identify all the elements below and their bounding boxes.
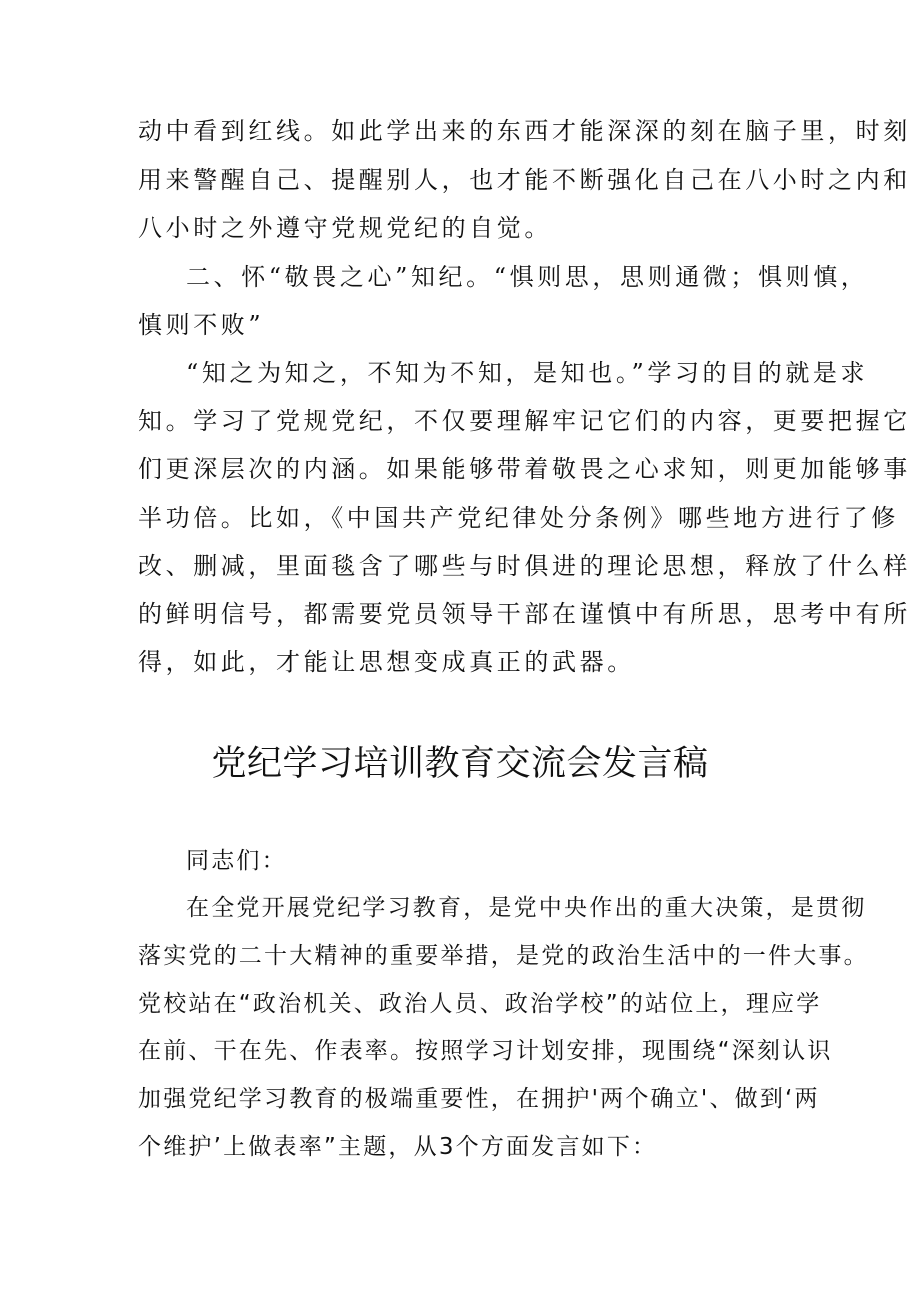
paragraph-line: “知之为知之，不知为不知，是知也。”学习的目的就是求: [186, 359, 869, 387]
paragraph-line: 八小时之外遵守党规党纪的自觉。: [138, 214, 552, 242]
paragraph-line: 在前、干在先、作表率。按照学习计划安排，现围绕“深刻认识: [138, 1038, 833, 1064]
section-heading-line: 慎则不败”: [138, 311, 265, 339]
section-heading-line: 二、怀“敬畏之心”知纪。“惧则思，思则通微；惧则慎，: [186, 263, 869, 291]
paragraph-line: 动中看到红线。如此学出来的东西才能深深的刻在脑子里，时刻: [138, 117, 911, 145]
paragraph-line: 用来警醒自己、提醒别人，也才能不断强化自己在八小时之内和: [138, 166, 911, 194]
paragraph-line: 知。学习了党规党纪，不仅要理解牢记它们的内容，更要把握它: [138, 407, 911, 435]
paragraph-line: 得，如此，才能让思想变成真正的武器。: [138, 648, 635, 676]
greeting: 同志们：: [186, 848, 287, 874]
document-title: 党纪学习培训教育交流会发言稿: [211, 744, 709, 784]
paragraph-line: 个维护’上做表率”主题，从3个方面发言如下：: [138, 1134, 658, 1160]
paragraph-line: 在全党开展党纪学习教育，是党中央作出的重大决策，是贯彻: [186, 895, 867, 921]
paragraph-line: 落实党的二十大精神的重要举措，是党的政治生活中的一件大事。: [138, 943, 869, 969]
paragraph-line: 们更深层次的内涵。如果能够带着敬畏之心求知，则更加能够事: [138, 455, 911, 483]
paragraph-line: 改、删减，里面毯含了哪些与时俱进的理论思想，释放了什么样: [138, 552, 911, 580]
paragraph-line: 党校站在“政治机关、政治人员、政治学校”的站位上，理应学: [138, 991, 822, 1017]
paragraph-line: 的鲜明信号，都需要党员领导干部在谨慎中有所思，思考中有所: [138, 600, 911, 628]
paragraph-line: 加强党纪学习教育的极端重要性，在拥护'两个确立'、做到‘两: [138, 1086, 820, 1112]
paragraph-line: 半功倍。比如，《中国共产党纪律处分条例》哪些地方进行了修: [138, 504, 899, 532]
